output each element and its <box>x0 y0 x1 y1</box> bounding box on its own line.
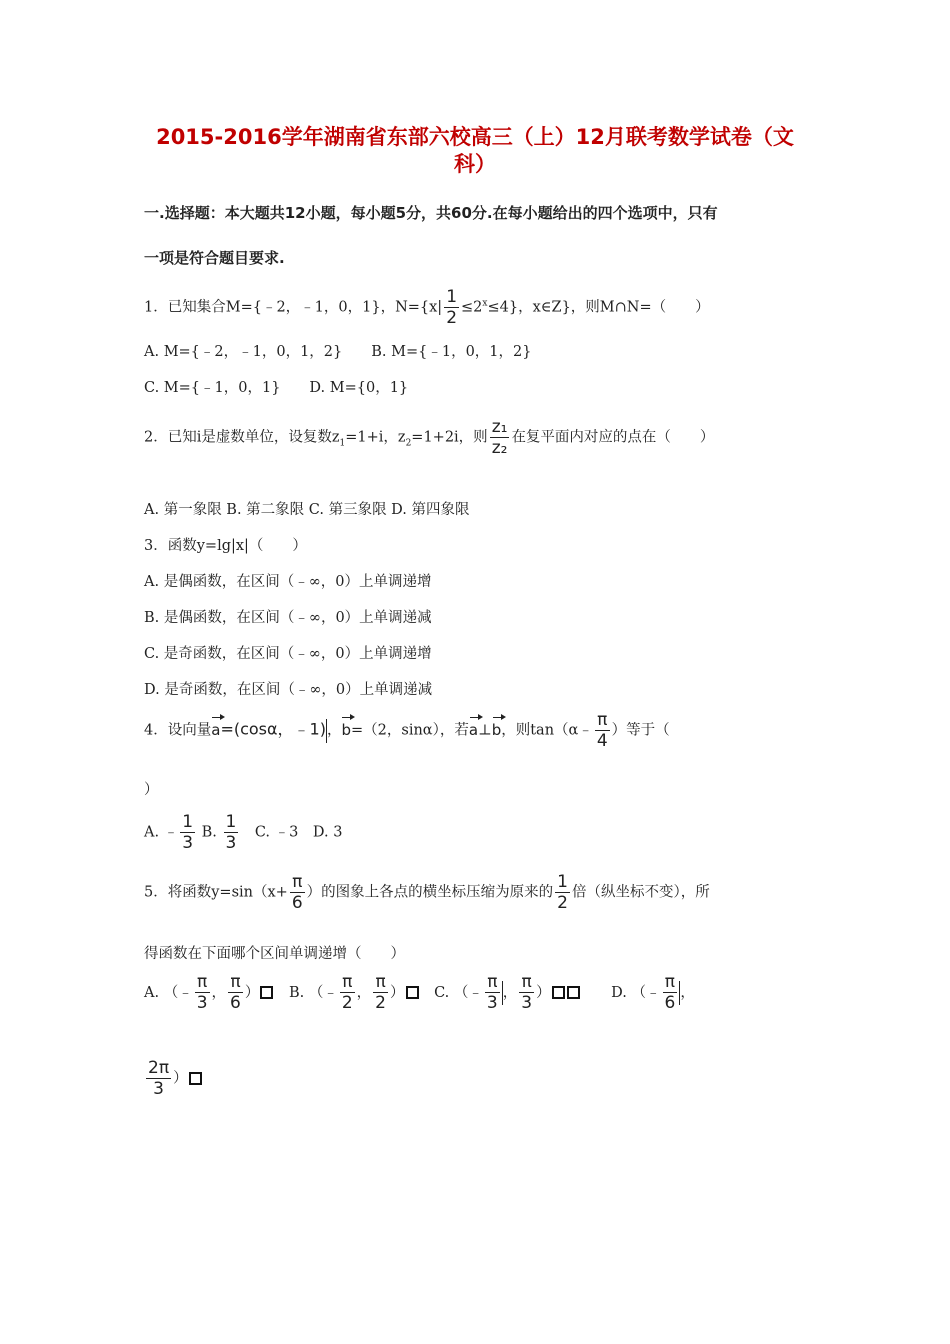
fraction: $\frac{\text{z₁}}{\text{z₂}}$ <box>491 417 508 458</box>
question-1-options-cd: C. M={﹣1，0，1} D. M={0，1} <box>144 380 409 396</box>
page-title <box>120 124 830 178</box>
question-3-option-b: B. 是偶函数，在区间（﹣∞，0）上单调递减 <box>144 610 432 626</box>
title-line-2: 科） <box>454 152 496 176</box>
section-heading-line-1: 一.选择题：本大题共12小题，每小题5分，共60分.在每小题给出的四个选项中，只有 <box>144 204 718 222</box>
fraction: $\frac{\pi}{6}$ <box>291 872 303 913</box>
question-5-stem: 5．将函数y=sin（x+ $\frac{\pi}{6}$ ）的图象上各点的横坐标压缩为原来的 $\frac{1}{2}$ 倍（纵坐标不变），所 <box>144 872 710 913</box>
fraction: $\frac{\pi}{3}$ <box>486 972 498 1013</box>
question-2-options: A. 第一象限 B. 第二象限 C. 第三象限 D. 第四象限 <box>144 502 470 518</box>
fraction: $\frac{1}{3}$ <box>182 812 194 853</box>
question-4-stem: 4．设向量a=(cosα，﹣1)，b=（2，sinα），若a⊥b，则tan（α﹣ $\frac{\pi}{4}$ ）等于（ <box>144 710 670 751</box>
fraction: $\frac{1}{3}$ <box>225 812 237 853</box>
vector-b: b <box>341 715 351 739</box>
missing-glyph-box <box>552 986 565 999</box>
question-2-stem: 2．已知i是虚数单位，设复数$z_1=1+i$，$z_2=1+2i$，则 $\frac{\text{z₁}}{\text{z₂}}$ 在复平面内对应的点在（ ） <box>144 417 715 458</box>
question-3-option-a: A. 是偶函数，在区间（﹣∞，0）上单调递增 <box>144 574 432 590</box>
fraction: $\frac{\pi}{2}$ <box>341 972 353 1013</box>
missing-glyph-box <box>260 986 273 999</box>
section-heading-line-2: 一项是符合题目要求. <box>144 249 285 267</box>
missing-glyph-box <box>406 986 419 999</box>
fraction: $\frac{\pi}{2}$ <box>375 972 386 1013</box>
vector-a: a <box>469 715 478 739</box>
missing-glyph-box <box>567 986 580 999</box>
missing-glyph-box <box>189 1072 202 1085</box>
fraction: $\frac{\pi}{3}$ <box>521 972 533 1013</box>
fraction: $\frac{\pi}{6}$ <box>664 972 676 1013</box>
fraction: $\frac{1}{2}$ <box>557 872 568 913</box>
option-d: D. （﹣ $\frac{\pi}{6}$ ， <box>611 972 695 1013</box>
question-3-option-c: C. 是奇函数，在区间（﹣∞，0）上单调递增 <box>144 646 432 662</box>
option-a: A. （﹣ $\frac{\pi}{3}$ ， $\frac{\pi}{6}$ ） <box>144 985 274 1001</box>
fraction: $\frac{\pi}{3}$ <box>196 972 208 1013</box>
fraction: $\frac{2\pi}{3}$ <box>148 1058 170 1099</box>
question-5-option-d-cont: $\frac{2\pi}{3}$ ） <box>144 1058 203 1099</box>
question-4-options: A. ﹣ $\frac{1}{3}$ B. $\frac{1}{3}$ C. ﹣3 D. 3 <box>144 812 343 853</box>
question-5-options <box>144 972 695 1013</box>
fraction: $\frac{\pi}{4}$ <box>596 710 608 751</box>
question-3-option-d: D. 是奇函数，在区间（﹣∞，0）上单调递减 <box>144 682 433 698</box>
option-b: B. （﹣ $\frac{\pi}{2}$ ， $\frac{\pi}{2}$ ） <box>289 985 420 1001</box>
question-4-stem-end: ） <box>144 782 159 798</box>
question-5-stem-line-2: 得函数在下面哪个区间单调递增（ ） <box>144 946 405 962</box>
title-line-1: 2015-2016学年湖南省东部六校高三（上）12月联考数学试卷（文 <box>156 125 794 149</box>
vector-a: a <box>211 715 220 739</box>
fraction: $\frac{\pi}{6}$ <box>230 972 241 1013</box>
question-3-stem: 3．函数y=lg|x|（ ） <box>144 538 307 554</box>
question-1-stem: 1．已知集合M={﹣2，﹣1，0，1}，N={x| $\frac{1}{2}$ $\le 2^x\le 4$}，x∈Z}，则M∩N=（ ） <box>144 287 710 328</box>
vector-b: b <box>492 715 502 739</box>
option-c: C. （﹣ $\frac{\pi}{3}$ ， $\frac{\pi}{3}$ ） <box>434 985 580 1001</box>
question-1-options-ab: A. M={﹣2，﹣1，0，1，2} B. M={﹣1，0，1，2} <box>144 344 532 360</box>
fraction: $\frac{1}{2}$ <box>446 287 458 328</box>
